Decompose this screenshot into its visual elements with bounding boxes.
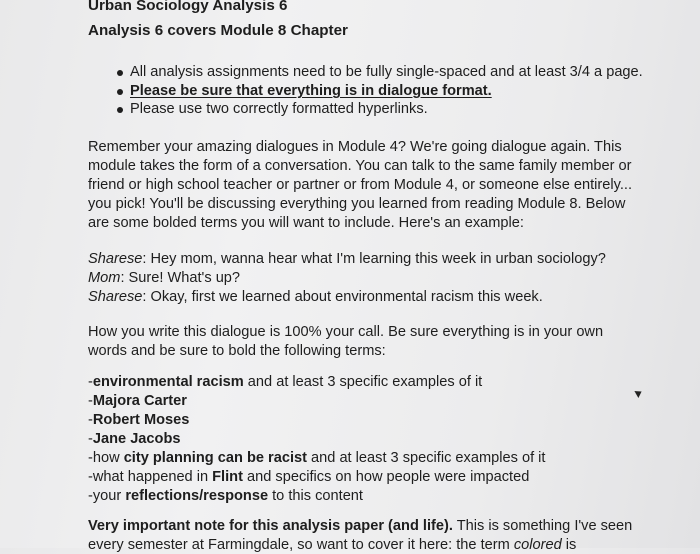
paragraph-line: are some bolded terms you will want to include. Here's an example: xyxy=(88,215,524,231)
paragraph-line: module takes the form of a conversation. You can talk to the same family member or xyxy=(88,158,632,174)
term-item: -Jane Jacobs xyxy=(88,431,181,447)
term-bold: city planning can be racist xyxy=(123,450,307,466)
paragraph-line: Remember your amazing dialogues in Module 4? We're going dialogue again. This xyxy=(88,139,622,155)
document-subtitle: Analysis 6 covers Module 8 Chapter xyxy=(88,22,348,39)
bullet-item: All analysis assignments need to be fully single-spaced and at least 3/4 a page. xyxy=(130,64,643,80)
note-line: every semester at Farmingdale, so want to cover it here: the term colored is xyxy=(88,537,577,553)
term-bold: Flint xyxy=(212,469,243,485)
note-line: Very important note for this analysis paper (and life). This is something I've seen xyxy=(88,518,633,534)
dialogue-text: Okay, first we learned about environmental racism this week. xyxy=(146,289,543,305)
term-item: -your reflections/response to this content xyxy=(88,488,363,504)
document-title: Urban Sociology Analysis 6 xyxy=(88,0,288,14)
dialogue-speaker: Sharese xyxy=(88,289,143,305)
dialogue-speaker: Mom xyxy=(88,270,121,286)
dialogue-text: Sure! What's up? xyxy=(124,270,241,286)
paragraph-line: friend or high school teacher or partner or from Module 4, or someone else entirely... xyxy=(88,177,633,193)
term-item: -Majora Carter xyxy=(88,393,187,409)
term-item: -what happened in Flint and specifics on how people were impacted xyxy=(88,469,530,485)
term-bold: reflections/response xyxy=(125,488,269,504)
mouse-pointer-icon xyxy=(634,388,643,398)
paragraph-line: words and be sure to bold the following terms: xyxy=(88,343,386,359)
term-item: -environmental racism and at least 3 specific examples of it xyxy=(88,374,483,390)
term-item: -Robert Moses xyxy=(88,412,190,428)
paragraph-line: you pick! You'll be discussing everything you learned from reading Module 8. Below xyxy=(88,196,626,212)
bullet-item: Please use two correctly formatted hyperlinks. xyxy=(130,101,428,117)
dialogue-line: Mom: Sure! What's up? xyxy=(88,270,241,286)
term-item: -how city planning can be racist and at least 3 specific examples of it xyxy=(88,450,546,466)
bullet-marker xyxy=(117,89,123,95)
dialogue-line: Sharese: Okay, first we learned about environmental racism this week. xyxy=(88,289,543,305)
term-bold: Jane Jacobs xyxy=(92,431,181,447)
paragraph-line: How you write this dialogue is 100% your call. Be sure everything is in your own xyxy=(88,324,604,340)
dialogue-line: Sharese: Hey mom, wanna hear what I'm learning this week in urban sociology? xyxy=(88,251,606,267)
term-bold: environmental racism xyxy=(92,374,244,390)
dialogue-text: Hey mom, wanna hear what I'm learning this week in urban sociology? xyxy=(146,251,606,267)
dialogue-speaker: Sharese xyxy=(88,251,143,267)
bullet-item-emphasis: Please be sure that everything is in dialogue format. xyxy=(130,83,492,99)
term-bold: Majora Carter xyxy=(92,393,187,409)
bullet-marker xyxy=(117,70,123,76)
term-bold: Robert Moses xyxy=(92,412,190,428)
note-bold: Very important note for this analysis paper (and life). xyxy=(88,518,453,534)
bullet-marker xyxy=(117,107,123,113)
